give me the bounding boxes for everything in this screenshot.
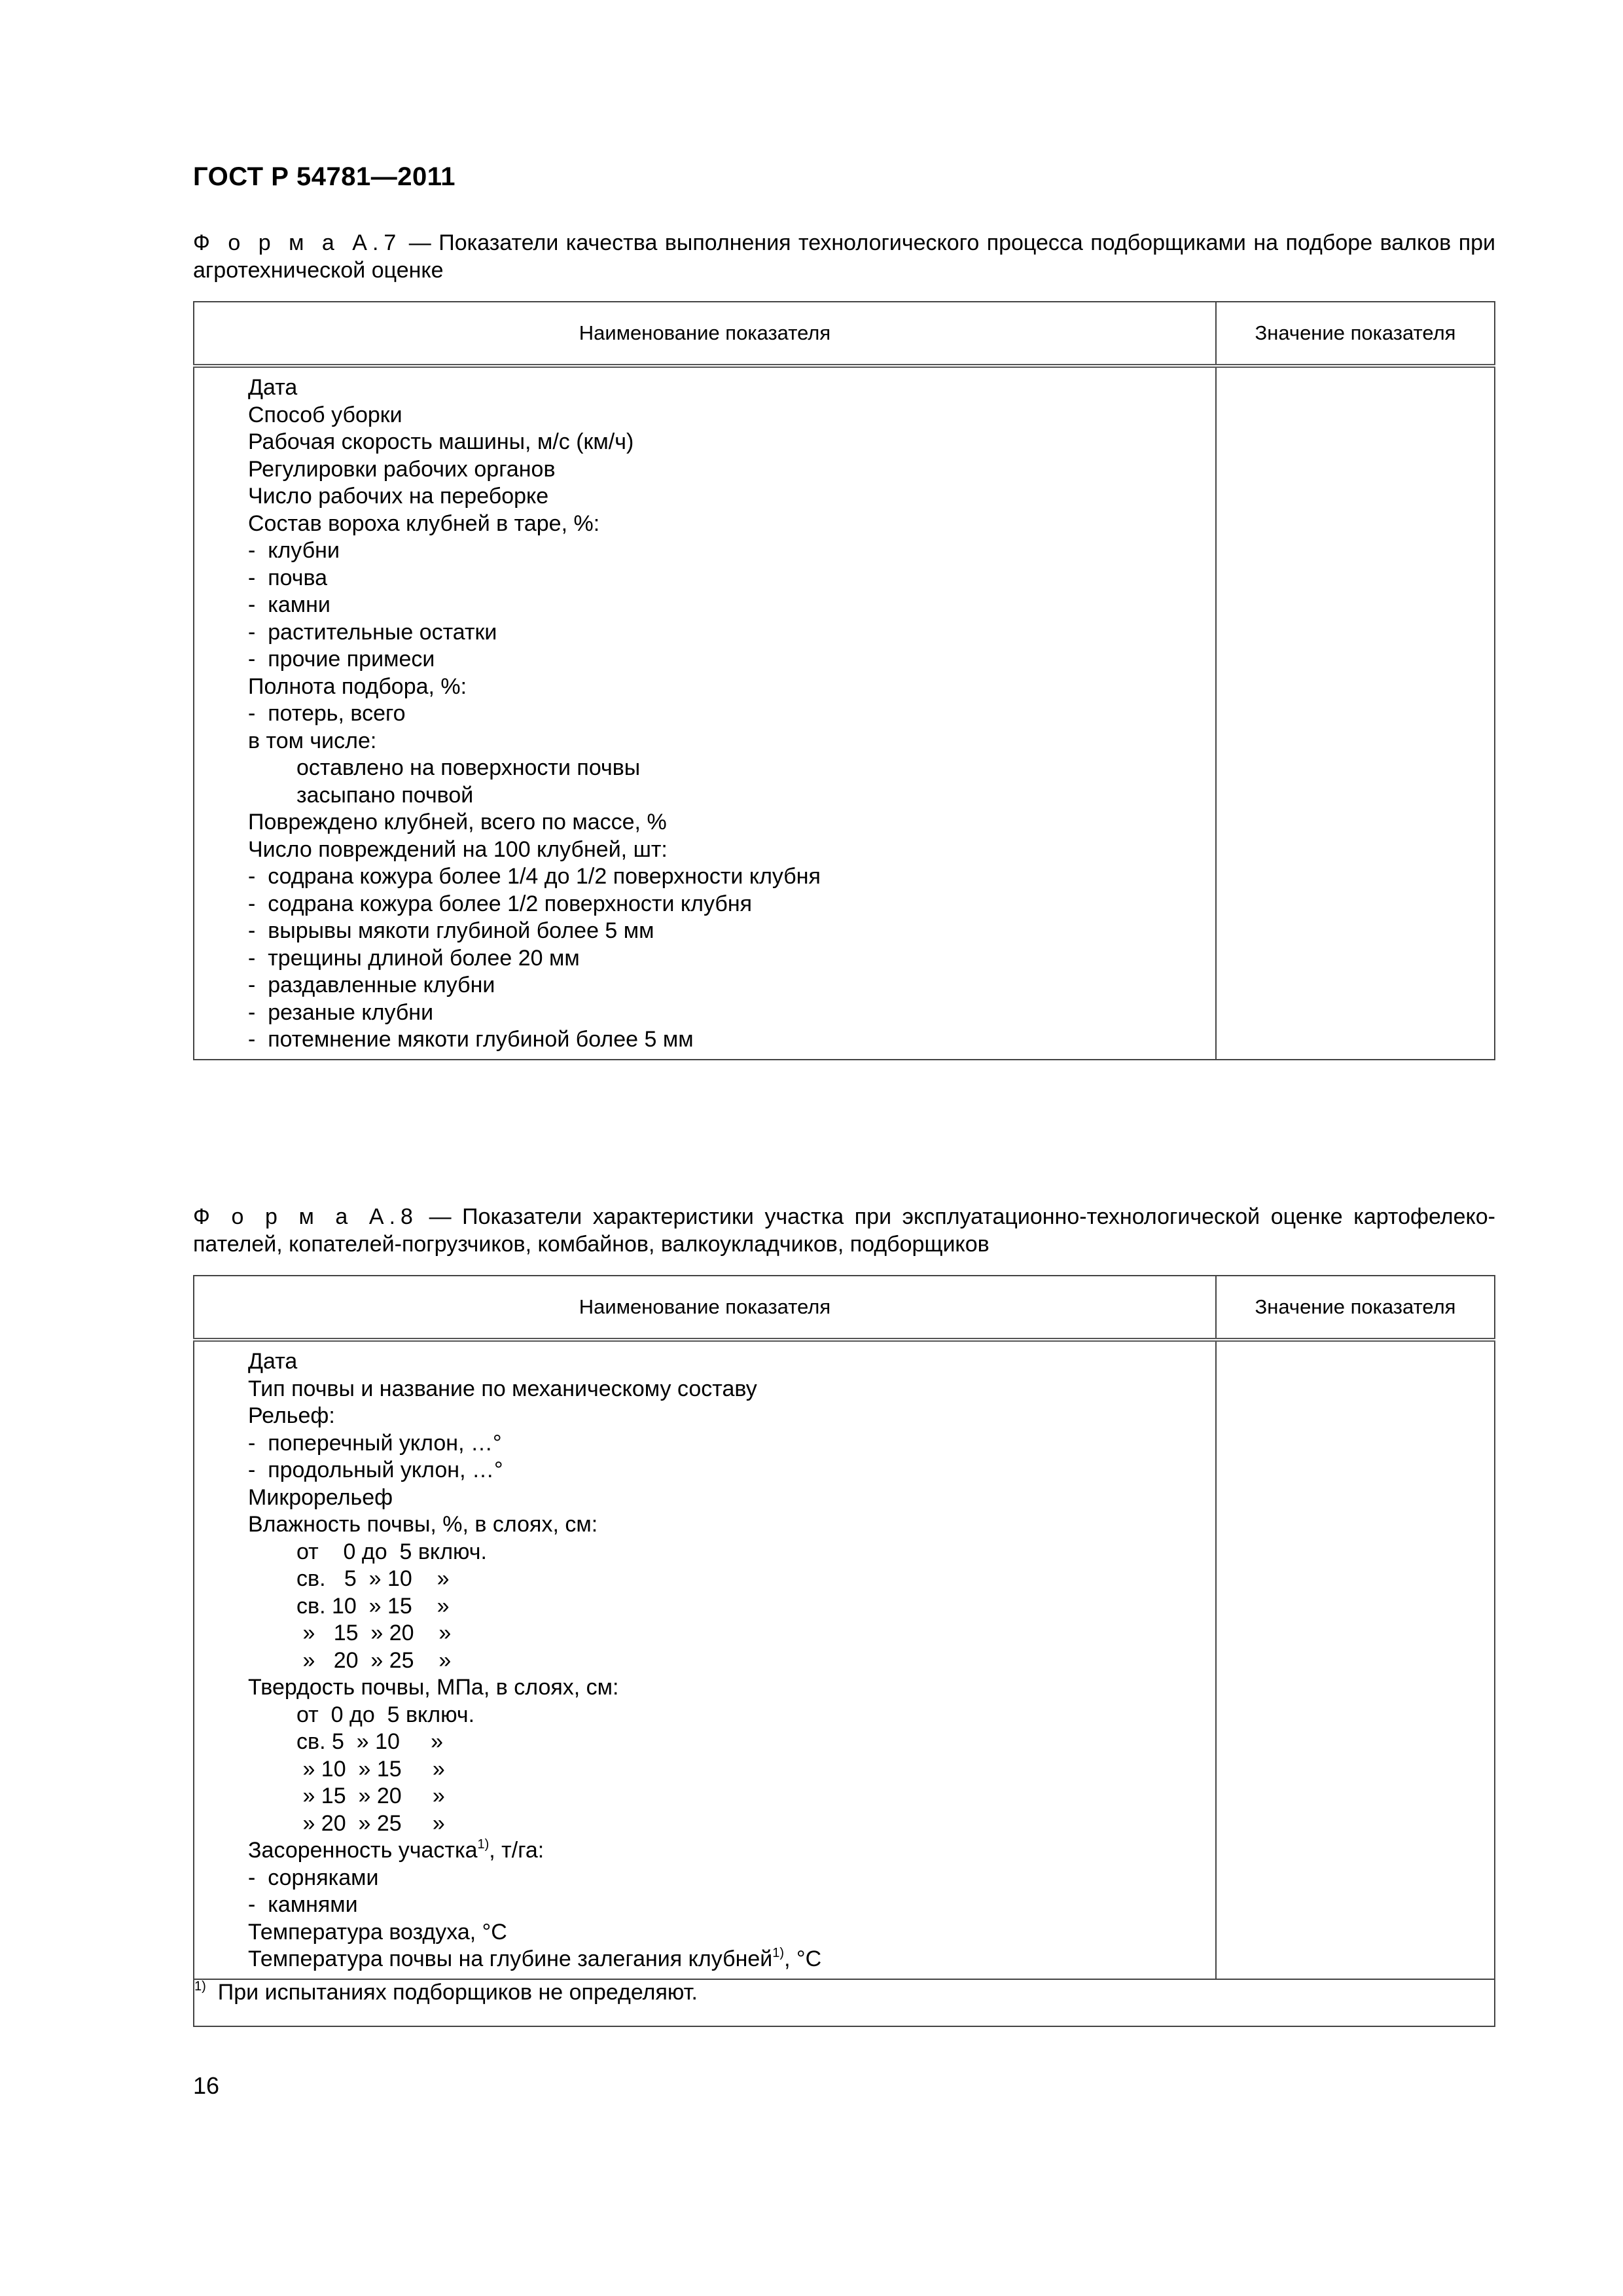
- indicator-text: Тип почвы и название по механическому составу: [248, 1376, 757, 1401]
- footnote-ref: 1): [772, 1946, 785, 1960]
- indicator-row: [248, 1620, 1215, 1647]
- indicator-row: [248, 945, 1215, 973]
- indicator-row: [248, 565, 1215, 592]
- indicator-row: [248, 755, 1215, 782]
- indicator-row: [248, 1810, 1215, 1838]
- indicator-text: Температура почвы на глубине залегания клубней: [248, 1946, 773, 1971]
- indicator-row: [248, 782, 1215, 810]
- indicator-row: [248, 1593, 1215, 1621]
- indicator-text: - содрана кожура более 1/4 до 1/2 поверхности клубня: [248, 864, 821, 889]
- indicator-text: св. 10 » 15 »: [296, 1593, 450, 1619]
- indicator-row: [248, 1919, 1215, 1946]
- indicator-list: [194, 368, 1215, 1059]
- footnote-mark: 1): [194, 1979, 206, 1994]
- indicator-text: засыпано почвой: [296, 782, 474, 808]
- indicator-text: оставлено на поверхности почвы: [296, 755, 641, 780]
- indicator-list: [194, 1342, 1215, 1979]
- indicator-text: Способ уборки: [248, 402, 402, 427]
- form-a8-table: [193, 1275, 1495, 2027]
- page-number: 16: [193, 2072, 220, 2099]
- indicator-text: - потерь, всего: [248, 701, 406, 726]
- indicator-text: - трещины длиной более 20 мм: [248, 945, 580, 971]
- indicator-text: Микрорельеф: [248, 1484, 393, 1510]
- indicator-text: Дата: [248, 1349, 298, 1374]
- indicator-row: [248, 1484, 1215, 1512]
- indicator-text: » 15 » 20 »: [296, 1784, 445, 1808]
- indicator-text: Полнота подбора, %:: [248, 673, 467, 699]
- column-header-value: Значение показателя: [1216, 1276, 1495, 1340]
- footnote: [194, 1979, 1495, 2026]
- indicator-row: [248, 1430, 1215, 1458]
- indicator-row: [248, 1756, 1215, 1784]
- indicator-name-cell: [194, 1340, 1216, 1979]
- indicator-row: [248, 1647, 1215, 1675]
- indicator-text: - содрана кожура более 1/2 поверхности клубня: [248, 891, 753, 916]
- indicator-text: - камни: [248, 592, 330, 617]
- indicator-text: - клубни: [248, 538, 340, 563]
- footnote-text: При испытаниях подборщиков не определяют.: [217, 1979, 698, 2005]
- indicator-text: - прочие примеси: [248, 647, 435, 672]
- table-header-row: [194, 302, 1495, 366]
- indicator-row: [248, 1539, 1215, 1566]
- column-header-name: Наименование показателя: [194, 1276, 1216, 1340]
- indicator-text: Число повреждений на 100 клубней, шт:: [248, 836, 668, 862]
- indicator-row: [248, 1865, 1215, 1892]
- indicator-row: [248, 1892, 1215, 1919]
- indicator-text: Состав вороха клубней в таре, %:: [248, 511, 600, 536]
- indicator-row: [248, 1566, 1215, 1593]
- indicator-text: » 20 » 25 »: [296, 1810, 445, 1836]
- form-a7-caption: [193, 229, 1495, 284]
- indicator-row: [248, 646, 1215, 673]
- form-a7-caption-text: — Показатели качества выполнения технологического процесса подборщиками на подборе валков при агротехнической оценке: [193, 230, 1496, 283]
- indicator-row: [248, 1702, 1215, 1729]
- indicator-row: [248, 972, 1215, 999]
- indicator-row: [248, 700, 1215, 728]
- footnote-ref: 1): [477, 1837, 490, 1852]
- indicator-text: » 20 » 25 »: [296, 1647, 452, 1673]
- indicator-row: [248, 1026, 1215, 1054]
- indicator-row: [248, 673, 1215, 701]
- indicator-text: - сорняками: [248, 1865, 379, 1890]
- indicator-text: - вырывы мякоти глубиной более 5 мм: [248, 918, 654, 943]
- indicator-name-cell: [194, 366, 1216, 1060]
- indicator-text: Число рабочих на переборке: [248, 484, 549, 509]
- indicator-row: [248, 1511, 1215, 1539]
- indicator-row: [248, 456, 1215, 484]
- indicator-row: [248, 891, 1215, 918]
- indicator-row: [248, 1837, 1215, 1865]
- indicator-text: от 0 до 5 включ.: [296, 1702, 475, 1727]
- indicator-row: [248, 1457, 1215, 1484]
- indicator-row: [248, 1376, 1215, 1403]
- column-header-value: Значение показателя: [1216, 302, 1495, 366]
- indicator-value-cell: [1216, 1340, 1495, 1979]
- indicator-text: Дата: [248, 375, 298, 400]
- form-a8-caption-text: — Показатели характеристики участка при эксплуатационно-технологической оценке картофелекопателей, копателей-погрузчиков, комбайнов, валкоукладчиков, подборщиков: [193, 1204, 1495, 1257]
- indicator-row: [248, 836, 1215, 864]
- indicator-row: [248, 1729, 1215, 1756]
- indicator-row: [248, 1674, 1215, 1702]
- column-header-name: Наименование показателя: [194, 302, 1216, 366]
- indicator-text: Повреждено клубней, всего по массе, %: [248, 810, 667, 834]
- indicator-row: [248, 1783, 1215, 1810]
- document-header: ГОСТ Р 54781—2011: [193, 162, 455, 191]
- form-a8-caption: [193, 1203, 1495, 1258]
- indicator-text: Рабочая скорость машины, м/с (км/ч): [248, 429, 634, 454]
- indicator-text-suffix: , т/га:: [489, 1838, 544, 1863]
- indicator-row: [248, 619, 1215, 647]
- indicator-text: - растительные остатки: [248, 619, 497, 645]
- indicator-text: Засоренность участка: [248, 1838, 478, 1863]
- indicator-text: Рельеф:: [248, 1403, 335, 1428]
- indicator-row: [248, 511, 1215, 538]
- table-body-row: [194, 366, 1495, 1060]
- indicator-text: » 15 » 20 »: [296, 1621, 452, 1645]
- indicator-text: - поперечный уклон, …°: [248, 1430, 502, 1456]
- indicator-row: [248, 1946, 1215, 1973]
- indicator-text: - резаные клубни: [248, 999, 434, 1025]
- indicator-text: Регулировки рабочих органов: [248, 456, 556, 482]
- form-a8-label: Ф о р м а А.8: [193, 1204, 418, 1229]
- indicator-text-suffix: , °С: [784, 1946, 822, 1971]
- footnote-row: [194, 1979, 1495, 2026]
- indicator-text: св. 5 » 10 »: [296, 1729, 444, 1754]
- indicator-text: Твердость почвы, МПа, в слоях, см:: [248, 1675, 619, 1700]
- indicator-text: св. 5 » 10 »: [296, 1566, 450, 1591]
- indicator-row: [248, 863, 1215, 891]
- form-a7-label: Ф о р м а А.7: [193, 230, 402, 255]
- indicator-text: - камнями: [248, 1892, 358, 1917]
- indicator-row: [248, 483, 1215, 511]
- indicator-row: [248, 1403, 1215, 1430]
- indicator-text: в том числе:: [248, 728, 377, 753]
- indicator-text: - продольный уклон, …°: [248, 1458, 503, 1482]
- indicator-text: - раздавленные клубни: [248, 973, 495, 997]
- indicator-row: [248, 918, 1215, 945]
- indicator-text: Влажность почвы, %, в слоях, см:: [248, 1512, 598, 1537]
- table-header-row: [194, 1276, 1495, 1340]
- indicator-row: [248, 592, 1215, 619]
- indicator-text: от 0 до 5 включ.: [296, 1539, 487, 1564]
- indicator-row: [248, 429, 1215, 456]
- indicator-row: [248, 537, 1215, 565]
- indicator-row: [248, 402, 1215, 429]
- indicator-text: Температура воздуха, °С: [248, 1919, 507, 1945]
- indicator-row: [248, 728, 1215, 755]
- table-body-row: [194, 1340, 1495, 1979]
- form-a7-table: [193, 301, 1495, 1060]
- indicator-value-cell: [1216, 366, 1495, 1060]
- indicator-row: [248, 1348, 1215, 1376]
- indicator-row: [248, 374, 1215, 402]
- indicator-text: » 10 » 15 »: [296, 1756, 445, 1782]
- indicator-text: - почва: [248, 565, 328, 590]
- indicator-row: [248, 809, 1215, 836]
- indicator-row: [248, 999, 1215, 1027]
- indicator-text: - потемнение мякоти глубиной более 5 мм: [248, 1027, 694, 1052]
